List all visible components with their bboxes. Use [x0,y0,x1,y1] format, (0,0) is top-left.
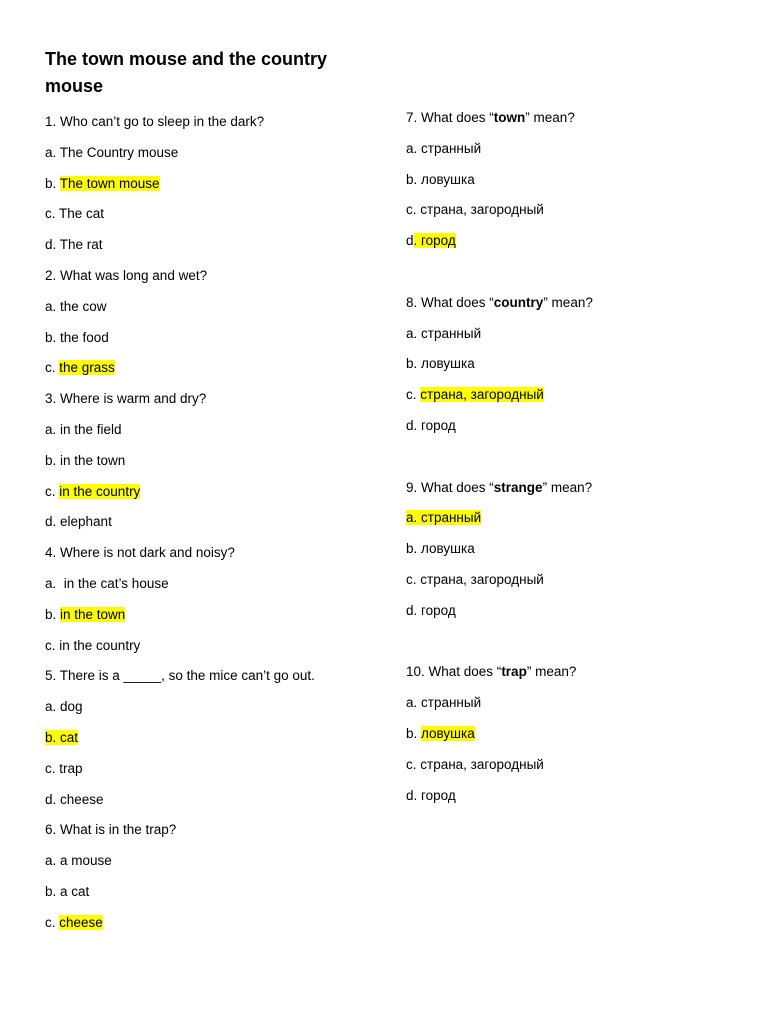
answer-option [45,790,365,821]
answer-option [406,539,726,570]
answer-option [406,416,726,447]
option-letter: d. [45,514,61,530]
option-text: a cat [60,883,90,899]
answer-option [45,482,365,513]
answer-option [45,204,365,235]
question-text: 5. There is a _____, so the mice can’t go out. [45,668,315,684]
spacer [406,632,726,663]
option-letter: a. [45,421,61,437]
option-letter: a. [45,144,60,160]
option-letter: c. [45,483,60,499]
option-letter: b. [406,725,422,741]
option-letter: b. [45,606,61,622]
answer-option [406,139,726,170]
option-letter: a. [45,575,64,591]
spacer [406,262,726,293]
question-suffix: ” mean? [542,479,593,495]
option-letter: b. [45,883,61,899]
option-letter: d. [406,417,422,433]
option-letter: c. [406,387,421,403]
option-letter: c. [45,637,60,653]
correct-answer-highlight: cheese [59,914,103,930]
option-text: странный [421,140,482,156]
option-letter: c. [406,571,421,587]
question-keyword: country [493,294,544,310]
option-text: cheese [60,791,104,807]
option-text: странный [421,325,482,341]
answer-option [45,420,365,451]
option-letter: d. [406,787,422,803]
answer-option [45,574,365,605]
answer-option [406,786,726,817]
correct-answer-highlight: страна, загородный [420,387,544,403]
answer-option [45,143,365,174]
option-text: trap [59,760,83,776]
question-keyword: town [493,110,526,125]
answer-option [45,451,365,482]
question-prefix: 10. What does “ [406,664,502,680]
option-letter: c. [406,202,421,218]
option-text: The rat [59,237,103,253]
correct-answer-highlight: the grass [59,360,115,376]
question-text: 6. What is in the trap? [45,822,177,838]
option-text: The Country mouse [59,144,179,160]
option-text: город [421,602,456,618]
answer-option [45,512,365,543]
answer-option [45,297,365,328]
option-letter: b. [406,541,422,557]
question-text: 1. Who can’t go to sleep in the dark? [45,114,265,129]
option-text: страна, загородный [420,756,544,772]
option-text: elephant [60,514,112,530]
spacer [406,447,726,478]
answer-option [45,328,365,359]
answer-option [45,636,365,667]
option-text: the cow [60,298,107,314]
answer-option [406,385,726,416]
option-text: ловушка [421,541,475,557]
option-letter: c. [45,360,60,376]
option-letter: a. [45,298,61,314]
option-text: ловушка [421,171,475,187]
answer-option [45,851,365,882]
option-letter: b. [45,452,61,468]
correct-answer-highlight: . город [413,233,456,249]
answer-option [45,235,365,266]
option-text: город [421,787,456,803]
option-letter: c. [45,760,60,776]
option-text: страна, загородный [420,202,544,218]
question-line [406,108,726,139]
option-letter: c. [406,756,421,772]
option-letter: b. [45,175,60,191]
option-text: The cat [59,206,105,222]
option-letter: d. [45,791,61,807]
answer-option [406,170,726,201]
answer-option [406,570,726,601]
answer-option [406,324,726,355]
option-letter: d. [45,237,60,253]
option-letter: a. [45,853,61,869]
answer-option [406,200,726,231]
question-keyword: strange [493,479,543,495]
option-letter: a. [406,140,422,156]
answer-option [45,605,365,636]
answer-option [45,759,365,790]
answer-option [406,601,726,632]
correct-answer-highlight: b. cat [45,729,79,745]
option-text: in the field [60,421,122,437]
question-keyword: trap [501,664,527,680]
question-prefix: 9. What does “ [406,479,494,495]
left-column [45,112,365,944]
question-line [406,293,726,324]
correct-answer-highlight: in the country [59,483,141,499]
question-line [406,478,726,509]
question-suffix: ” mean? [526,664,577,680]
option-text: the food [60,329,109,345]
option-text: in the town [60,452,126,468]
answer-option [406,354,726,385]
answer-option [406,231,726,262]
question-text: 3. Where is warm and dry? [45,391,207,407]
answer-option [406,693,726,724]
correct-answer-highlight: The town mouse [59,175,160,191]
option-text: странный [421,695,482,711]
option-text: in the country [59,637,141,653]
option-letter: b. [45,329,61,345]
option-text: in the cat’s house [63,575,169,591]
option-text: страна, загородный [420,571,544,587]
answer-option [406,724,726,755]
answer-option [45,913,365,944]
question-prefix: 7. What does “ [406,110,494,125]
option-text: a mouse [60,853,112,869]
option-letter: c. [45,914,60,930]
option-letter: c. [45,206,60,222]
correct-answer-highlight: ловушка [421,725,475,741]
option-letter: a. [406,695,422,711]
answer-option [45,358,365,389]
answer-option [45,697,365,728]
question-text: 2. What was long and wet? [45,267,208,283]
question-text: 4. Where is not dark and noisy? [45,545,235,561]
question-prefix: 8. What does “ [406,294,494,310]
question-line [406,662,726,693]
answer-option [406,508,726,539]
option-letter: b. [406,356,422,372]
option-letter: d [406,233,414,249]
option-text: ловушка [421,356,475,372]
option-letter: a. [45,699,61,715]
answer-option [45,174,365,205]
correct-answer-highlight: in the town [60,606,126,622]
answer-option [406,755,726,786]
answer-option [45,882,365,913]
page-title: The town mouse and the country mouse [45,49,328,96]
option-letter: b. [406,171,422,187]
question-suffix: ” mean? [543,294,593,310]
correct-answer-highlight: a. странный [406,510,482,526]
answer-option [45,728,365,759]
option-letter: d. [406,602,422,618]
right-column [406,108,726,816]
option-letter: a. [406,325,422,341]
question-suffix: ” mean? [525,110,575,125]
option-text: город [421,417,456,433]
option-text: dog [60,699,83,715]
